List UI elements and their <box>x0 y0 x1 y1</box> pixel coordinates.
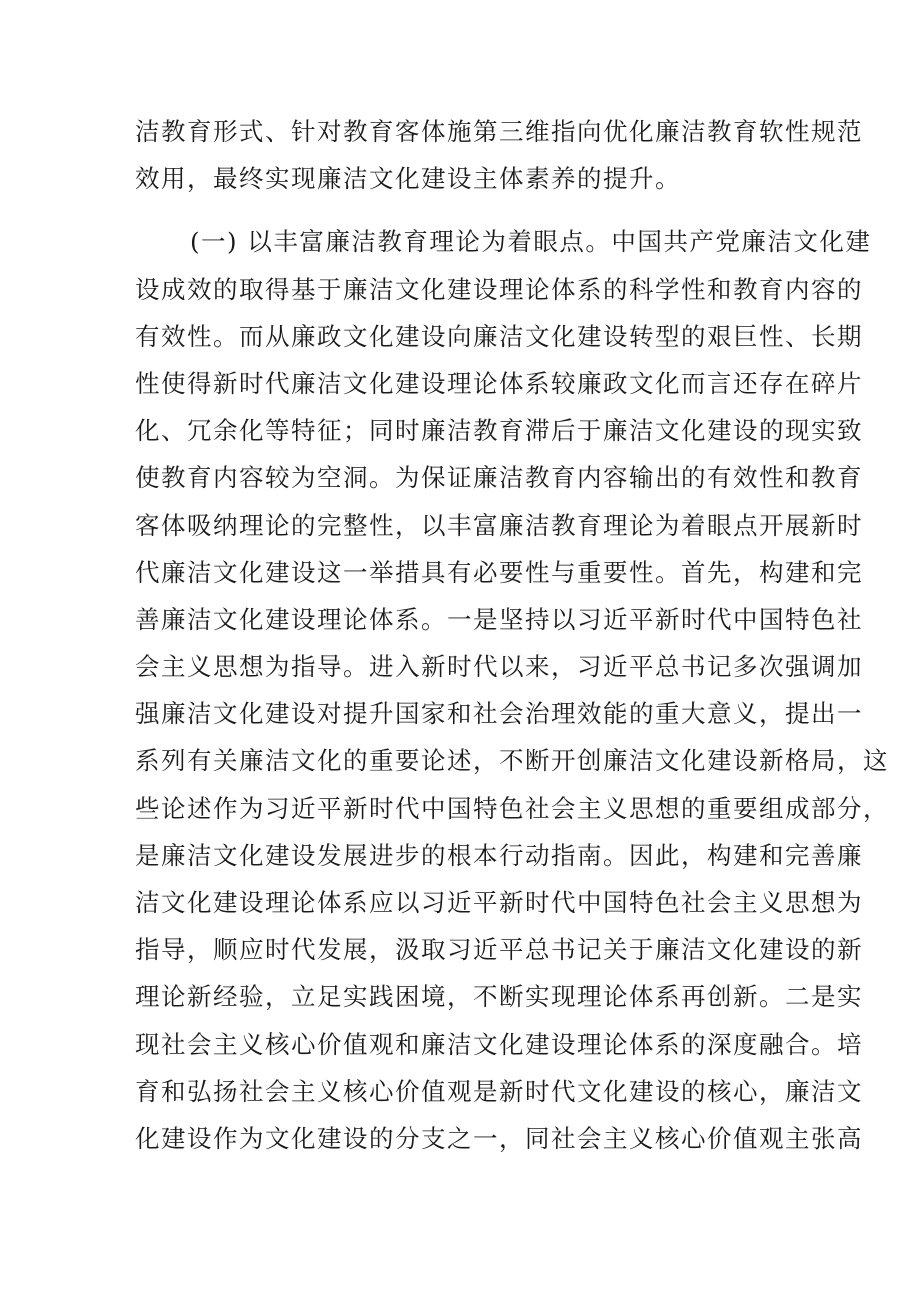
text-line: 系列有关廉洁文化的重要论述，不断开创廉洁文化建设新格局，这 <box>135 746 889 776</box>
text-line: 现社会主义核心价值观和廉洁文化建设理论体系的深度融合。培 <box>135 1029 863 1059</box>
paragraph-1 <box>135 108 863 202</box>
text-line: 是廉洁文化建设发展进步的根本行动指南。因此，构建和完善廉 <box>135 840 863 870</box>
text-line: 效用，最终实现廉洁文化建设主体素养的提升。 <box>135 164 681 194</box>
text-line: 指导，顺应时代发展，汲取习近平总书记关于廉洁文化建设的新 <box>135 935 863 965</box>
text-line: 强廉洁文化建设对提升国家和社会治理效能的重大意义，提出一 <box>135 699 863 729</box>
text-line: 使教育内容较为空洞。为保证廉洁教育内容输出的有效性和教育 <box>135 463 863 493</box>
text-line: 理论新经验，立足实践困境，不断实现理论体系再创新。二是实 <box>135 982 863 1012</box>
paragraph-2 <box>135 218 889 1256</box>
text-line: 有效性。而从廉政文化建设向廉洁文化建设转型的艰巨性、长期 <box>135 321 863 351</box>
text-line: 化、冗余化等特征；同时廉洁教育滞后于廉洁文化建设的现实致 <box>135 416 863 446</box>
text-line: 性使得新时代廉洁文化建设理论体系较廉政文化而言还存在碎片 <box>135 368 863 398</box>
text-line: 客体吸纳理论的完整性，以丰富廉洁教育理论为着眼点开展新时 <box>135 510 863 540</box>
text-line: 设成效的取得基于廉洁文化建设理论体系的科学性和教育内容的 <box>135 274 863 304</box>
text-line <box>135 1162 795 1209</box>
text-line: 会主义思想为指导。进入新时代以来，习近平总书记多次强调加 <box>135 652 863 682</box>
text-line: (一) 以丰富廉洁教育理论为着眼点。中国共产党廉洁文化建 <box>190 227 872 257</box>
text-line: 善廉洁文化建设理论体系。一是坚持以习近平新时代中国特色社 <box>135 604 863 634</box>
text-line: 育和弘扬社会主义核心价值观是新时代文化建设的核心，廉洁文 <box>135 1076 863 1106</box>
text-line: 代廉洁文化建设这一举措具有必要性与重要性。首先，构建和完 <box>135 557 863 587</box>
text-line: 些论述作为习近平新时代中国特色社会主义思想的重要组成部分， <box>135 793 889 823</box>
paragraph-gap <box>135 202 795 218</box>
text-line: 洁文化建设理论体系应以习近平新时代中国特色社会主义思想为 <box>135 888 863 917</box>
text-line: 洁教育形式、针对教育客体施第三维指向优化廉洁教育软性规范 <box>135 117 863 146</box>
text-line <box>135 1209 795 1256</box>
text-line: 化建设作为文化建设的分支之一，同社会主义核心价值观主张高 <box>135 1123 863 1153</box>
body-text <box>135 108 889 1257</box>
